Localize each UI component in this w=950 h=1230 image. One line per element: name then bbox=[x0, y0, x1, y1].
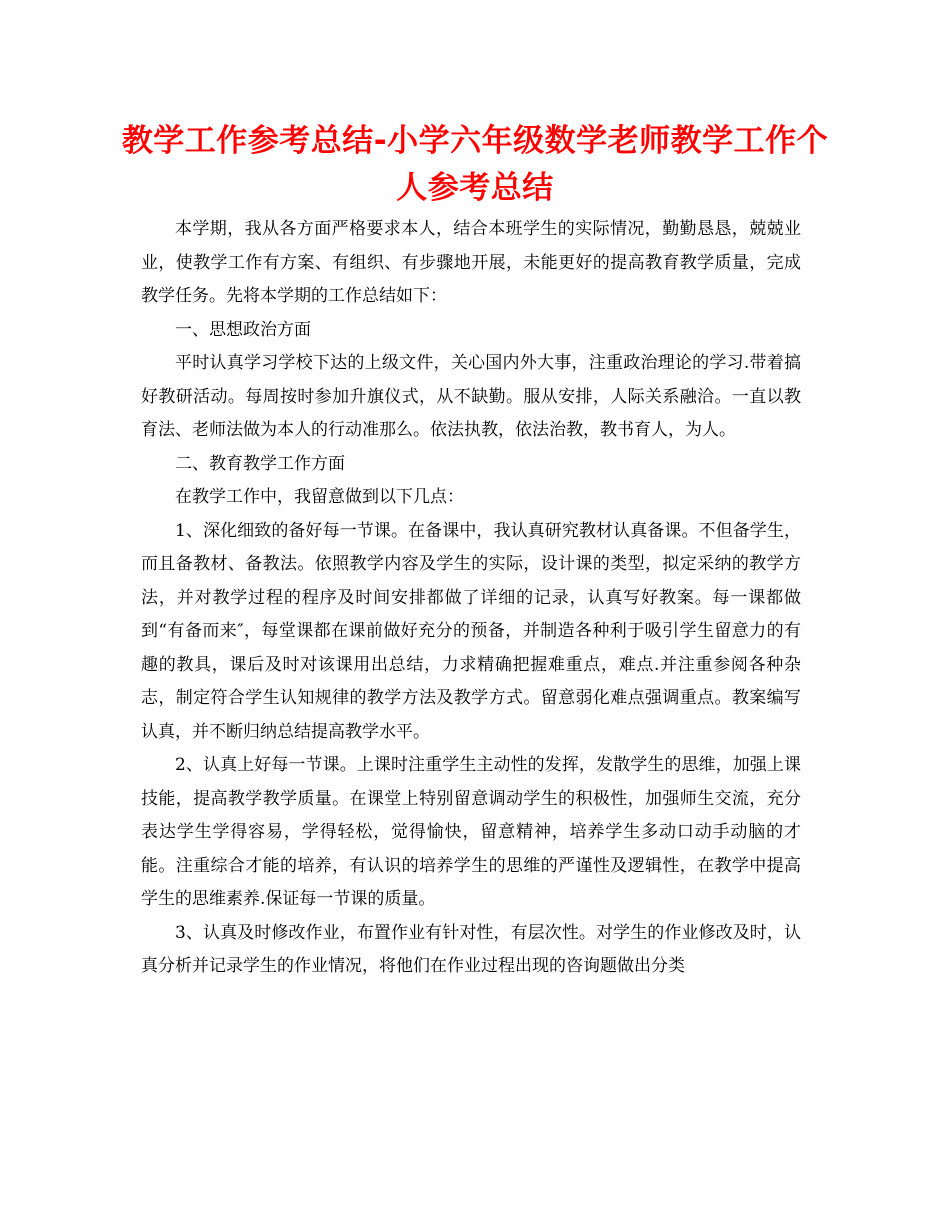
paragraph-intro: 本学期，我从各方面严格要求本人，结合本班学生的实际情况，勤勤恳恳，兢兢业业，使教学工作有方案、有组织、有步骤地开展，未能更好的提高教育教学质量，完成教学任务。先将本学期的工作总结如下： bbox=[141, 219, 801, 306]
paragraph-item-3: 3、认真及时修改作业，布置作业有针对性，有层次性。对学生的作业修改及时，认真分析并记录学生的作业情况，将他们在作业过程出现的咨询题做出分类 bbox=[141, 922, 801, 976]
section-heading-teaching: 二、教育教学工作方面 bbox=[175, 453, 345, 474]
paragraph-item-1: 1、深化细致的备好每一节课。在备课中，我认真研究教材认真备课。不但备学生，而且备教材、备教法。依照教学内容及学生的实际，设计课的类型，拟定采纳的教学方法，并对教学过程的程序及时间安排都做了详细的记录，认真写好教案。每一课都做到“有备而来″，每堂课都在课前做好充分的预备，并制造各种利于吸引学生留意力的有趣的教具，课后及时对该课用出总结，力求精确把握难重点，难点.并注重参阅各种杂志，制定符合学生认知规律的教学方法及教学方式。留意弱化难点强调重点。教案编写认真，并不断归纳总结提高教学水平。 bbox=[141, 520, 801, 742]
document-title: 教学工作参考总结-小学六年级数学老师教学工作个人参考总结 bbox=[121, 123, 829, 206]
section-heading-political: 一、思想政治方面 bbox=[175, 319, 311, 340]
paragraph-item-2: 2、认真上好每一节课。上课时注重学生主动性的发挥，发散学生的思维，加强上课技能，提高教学教学质量。在课堂上特别留意调动学生的积极性，加强师生交流，充分表达学生学得容易，学得轻松，觉得愉快，留意精神，培养学生多动口动手动脑的才能。注重综合才能的培养，有认识的培养学生的思维的严谨性及逻辑性，在教学中提高学生的思维素养.保证每一节课的质量。 bbox=[141, 755, 801, 909]
paragraph-teaching-intro: 在教学工作中，我留意做到以下几点： bbox=[175, 487, 464, 507]
paragraph-political: 平时认真学习学校下达的上级文件，关心国内外大事，注重政治理论的学习.带着搞好教研活动。每周按时参加升旗仪式，从不缺勤。服从安排，人际关系融洽。一直以教育法、老师法做为本人的行动准那么。依法执教，依法治教，教书育人，为人。 bbox=[141, 353, 801, 440]
document-body bbox=[141, 213, 801, 984]
